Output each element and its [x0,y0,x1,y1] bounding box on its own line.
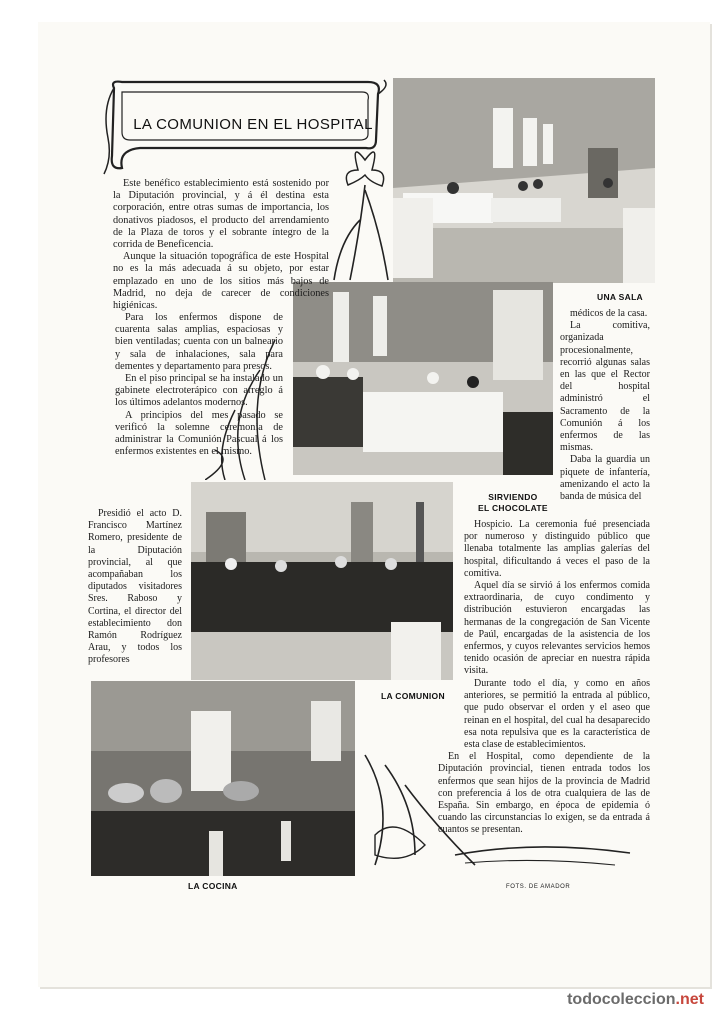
text-block-bottom [464,519,650,678]
paragraph: Para los enfermos dispone de cuarenta salas amplias, espaciosas y bien ventiladas; cuenta con un balneario y sala de inhalaciones, sala para dementes y departamento para presos. [115,312,283,372]
caption-sirviendo-chocolate [478,492,548,514]
photo-la-cocina [91,681,355,876]
photo-sala-enfermos [293,282,553,475]
article-title: LA COMUNION EN EL HOSPITAL [133,116,373,133]
watermark-suffix: .net [675,991,704,1008]
paragraph: La comitiva, organizada procesionalmente, recorrió algunas salas en las que el Rector del hospital administró el Sacramento de la Comunión á los enfermos de las mismas. [560,320,650,454]
paragraph: Este benéfico establecimiento está sostenido por la Diputación provincial, y á él destina esta corporación, entre otras sumas de importancia, los donativos piadosos, el producto del arrendamiento de la Plaza de toros y el sobrante íntegro de la corrida de Beneficencia. [113,178,329,251]
text-block-presidio [88,508,182,667]
photo-una-sala [393,78,655,283]
photo-credit: FOTS. DE AMADOR [506,884,571,890]
paragraph: Daba la guardia un piquete de infantería, amenizando el acto la banda de música del [560,454,650,503]
caption-la-cocina: LA COCINA [188,881,238,891]
leaf-ornament [205,340,285,480]
paragraph: Presidió el acto D. Francisco Martínez Romero, presidente de la Diputación provincial, al que acompañaban los diputados visitadores Sres. Raboso y Cortina, el director del establecimiento don Ramón Rodríguez Arau, y todos los profesores [88,508,182,666]
paragraph: Aquel día se sirvió á los enfermos comida extraordinaria, de cuyo condimento y distribución estuvieron encargadas las hermanas de la congregación de San Vicente de Paúl, encargadas de la asistencia de los enfermos, y cuyos relevantes servicios hemos tenido ocasión de apreciar en nuestra rápida visita. [464,580,650,677]
text-block-right [560,308,650,503]
paragraph: Aunque la situación topográfica de este Hospital no es la más adecuada á su objeto, por estar emplazado en uno de los sitios más bajos de Madrid, no deja de carecer de condiciones higiénicas. [113,251,329,312]
lily-ornament [355,745,635,880]
paragraph: En el Hospital, como dependiente de la Diputación provincial, tienen entrada todos los enfermos que sean hijos de la provincia de Madrid con preferencia á los de otra cualquiera de las de España. Sin embargo, en época de epidemia ó cuando las circunstancias lo exigen, se da entrada á cuantos se presentan. [438,751,650,836]
paragraph: A principios del mes pasado se verificó la solemne ceremonia de administrar la Comunión Pascual á los enfermos existentes en el mismo. [115,409,283,458]
paragraph: médicos de la casa. [570,308,648,319]
watermark-text: todocoleccion [567,991,676,1008]
paragraph: Hospicio. La ceremonia fué presenciada por numeroso y distinguido público que llenaba totalmente las amplias galerías del hospital, dificultando á veces el paso de la comitiva. [464,519,650,579]
caption-sirviendo-chocolate-text: SIRVIENDO EL CHOCOLATE [478,492,548,513]
watermark [567,991,704,1009]
paragraph: En el piso principal se ha instalado un gabinete electroterápico con arreglo á los últimos adelantos modernos. [115,373,283,409]
text-block-intro [113,178,329,312]
iris-flower-ornament [330,130,400,290]
paragraph: Durante todo el día, y como en años anteriores, se permitió la entrada al público, que pudo observar el orden y el aseo que reinan en el hospital, del cual ha desaparecido esa nota repulsiva que es la característica de esta clase de establecimientos. [464,678,650,751]
caption-una-sala: UNA SALA [597,292,643,302]
caption-la-comunion: LA COMUNION [381,691,445,701]
photo-sirviendo-chocolate [191,482,453,680]
